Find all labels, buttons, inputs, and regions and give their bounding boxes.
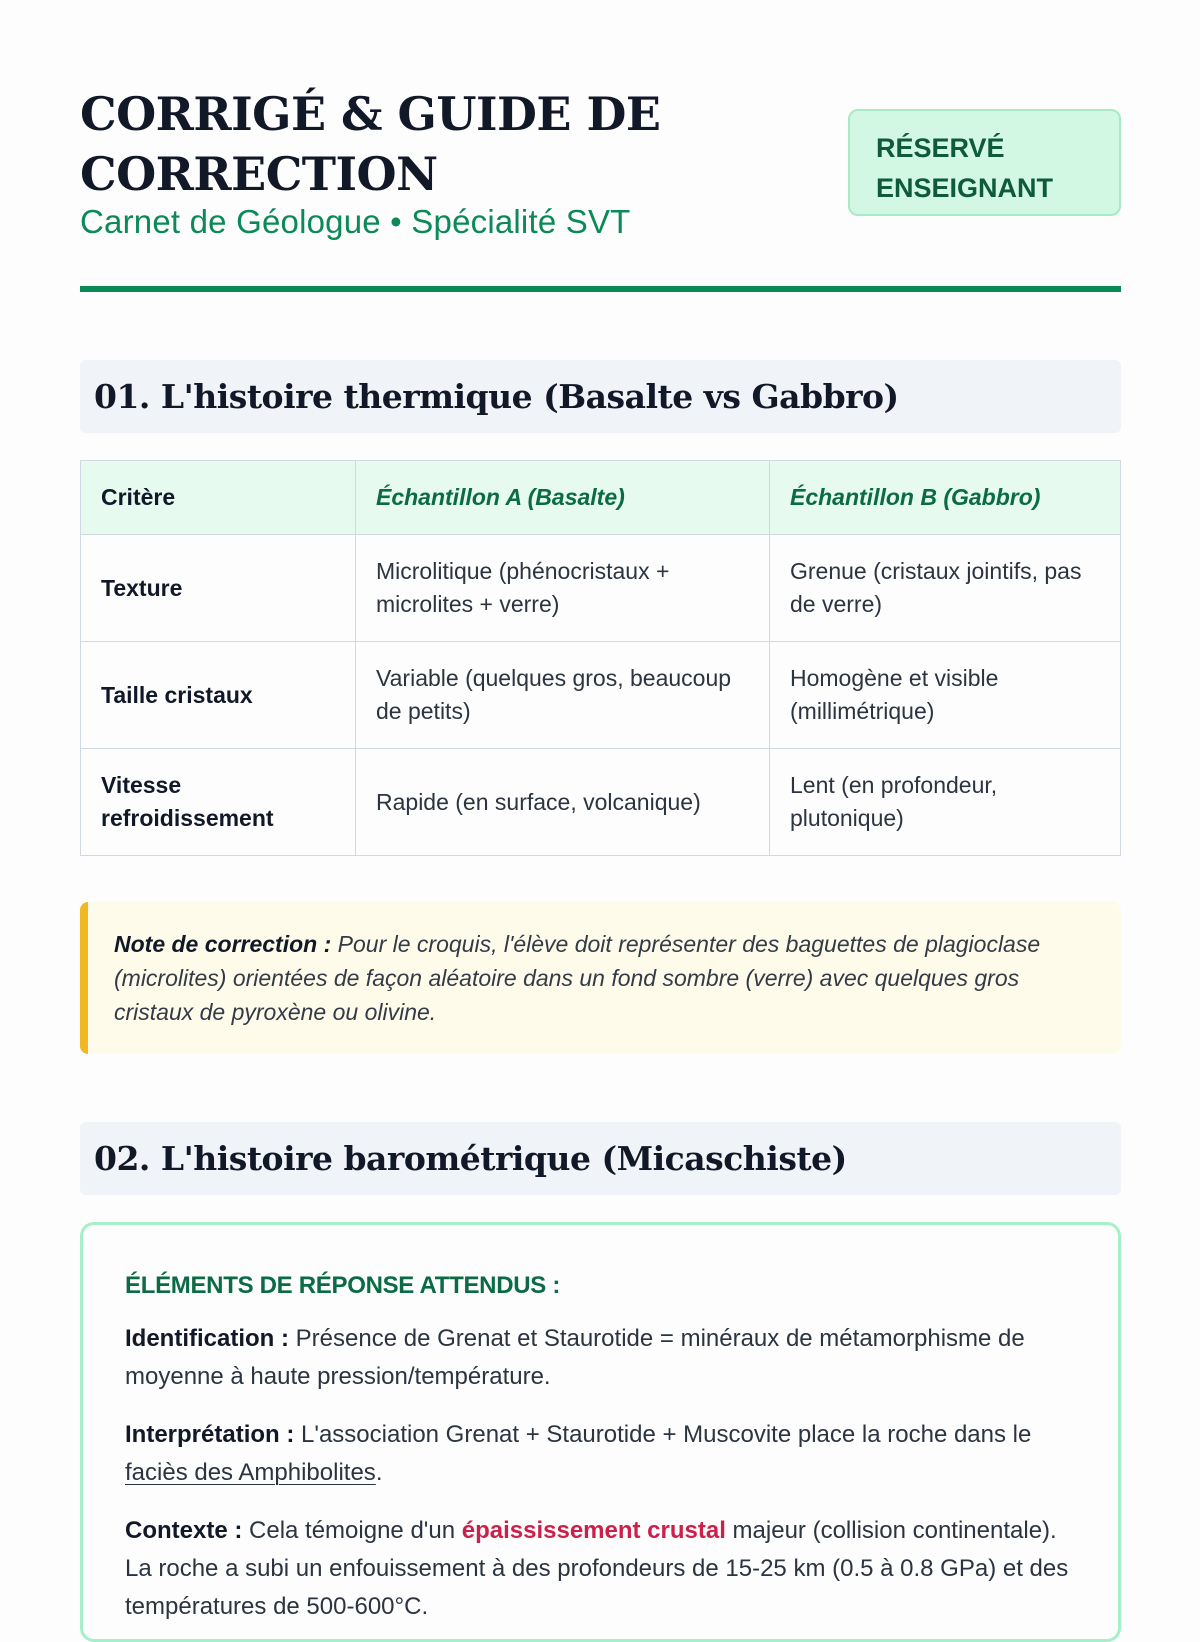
- row-label: Taille cristaux: [81, 642, 356, 749]
- identification-text: Présence de Grenat et Staurotide = minéraux de métamorphisme de moyenne à haute pression/température.: [125, 1325, 1025, 1390]
- context-text-post: majeur (collision continentale). La roche a subi un enfouissement à des profondeurs de 15-25 km (0.5 à 0.8 GPa) et des températures de 500-600°C.: [125, 1517, 1069, 1620]
- identification-paragraph: [125, 1320, 1076, 1396]
- answers-heading: ÉLÉMENTS DE RÉPONSE ATTENDUS :: [125, 1272, 561, 1299]
- row-label: Vitesse refroidissement: [81, 749, 356, 856]
- table-cell: Lent (en profondeur, plutonique): [770, 749, 1121, 856]
- table-cell: Rapide (en surface, volcanique): [356, 749, 770, 856]
- page-subtitle: Carnet de Géologue • Spécialité SVT: [80, 203, 631, 240]
- section-1-title: 01. L'histoire thermique (Basalte vs Gabbro): [80, 360, 1121, 433]
- table-header-sample-a: Échantillon A (Basalte): [356, 461, 770, 535]
- header: [80, 0, 1121, 295]
- context-text-pre: Cela témoigne d'un: [242, 1517, 462, 1544]
- context-highlight: épaississement crustal: [461, 1517, 726, 1544]
- table-row: [81, 642, 1121, 749]
- note-label: Note de correction :: [114, 931, 332, 957]
- correction-note: [80, 902, 1121, 1054]
- identification-label: Identification :: [125, 1325, 289, 1352]
- table-row: [81, 535, 1121, 642]
- facies-term: faciès des Amphibolites: [125, 1459, 376, 1486]
- table-cell: Homogène et visible (millimétrique): [770, 642, 1121, 749]
- row-label: Texture: [81, 535, 356, 642]
- interpretation-paragraph: [125, 1416, 1076, 1492]
- table-cell: Variable (quelques gros, beaucoup de petits): [356, 642, 770, 749]
- comparison-table: [80, 460, 1121, 856]
- table-cell: Microlitique (phénocristaux + microlites + verre): [356, 535, 770, 642]
- interpretation-end: .: [375, 1459, 383, 1486]
- teacher-only-badge: RÉSERVÉ ENSEIGNANT: [848, 109, 1121, 216]
- interpretation-text: L'association Grenat + Staurotide + Muscovite place la roche dans le: [294, 1421, 1032, 1448]
- interpretation-label: Interprétation :: [125, 1421, 295, 1448]
- table-header-criterion: Critère: [81, 461, 356, 535]
- expected-answers-box: [80, 1222, 1121, 1642]
- table-header-row: [81, 461, 1121, 535]
- table-row: [81, 749, 1121, 856]
- context-paragraph: [125, 1512, 1076, 1626]
- section-2-title: 02. L'histoire barométrique (Micaschiste): [80, 1122, 1121, 1195]
- header-divider: [80, 286, 1121, 292]
- table-cell: Grenue (cristaux jointifs, pas de verre): [770, 535, 1121, 642]
- table-header-sample-b: Échantillon B (Gabbro): [770, 461, 1121, 535]
- page-title: CORRIGÉ & GUIDE DE CORRECTION: [80, 87, 661, 201]
- context-label: Contexte :: [125, 1517, 243, 1544]
- note-text: Pour le croquis, l'élève doit représenter des baguettes de plagioclase (microlites) orientées de façon aléatoire dans un fond sombre (verre) avec quelques gros cristaux de pyroxène ou olivine.: [114, 931, 1041, 1025]
- page: [80, 0, 1121, 1620]
